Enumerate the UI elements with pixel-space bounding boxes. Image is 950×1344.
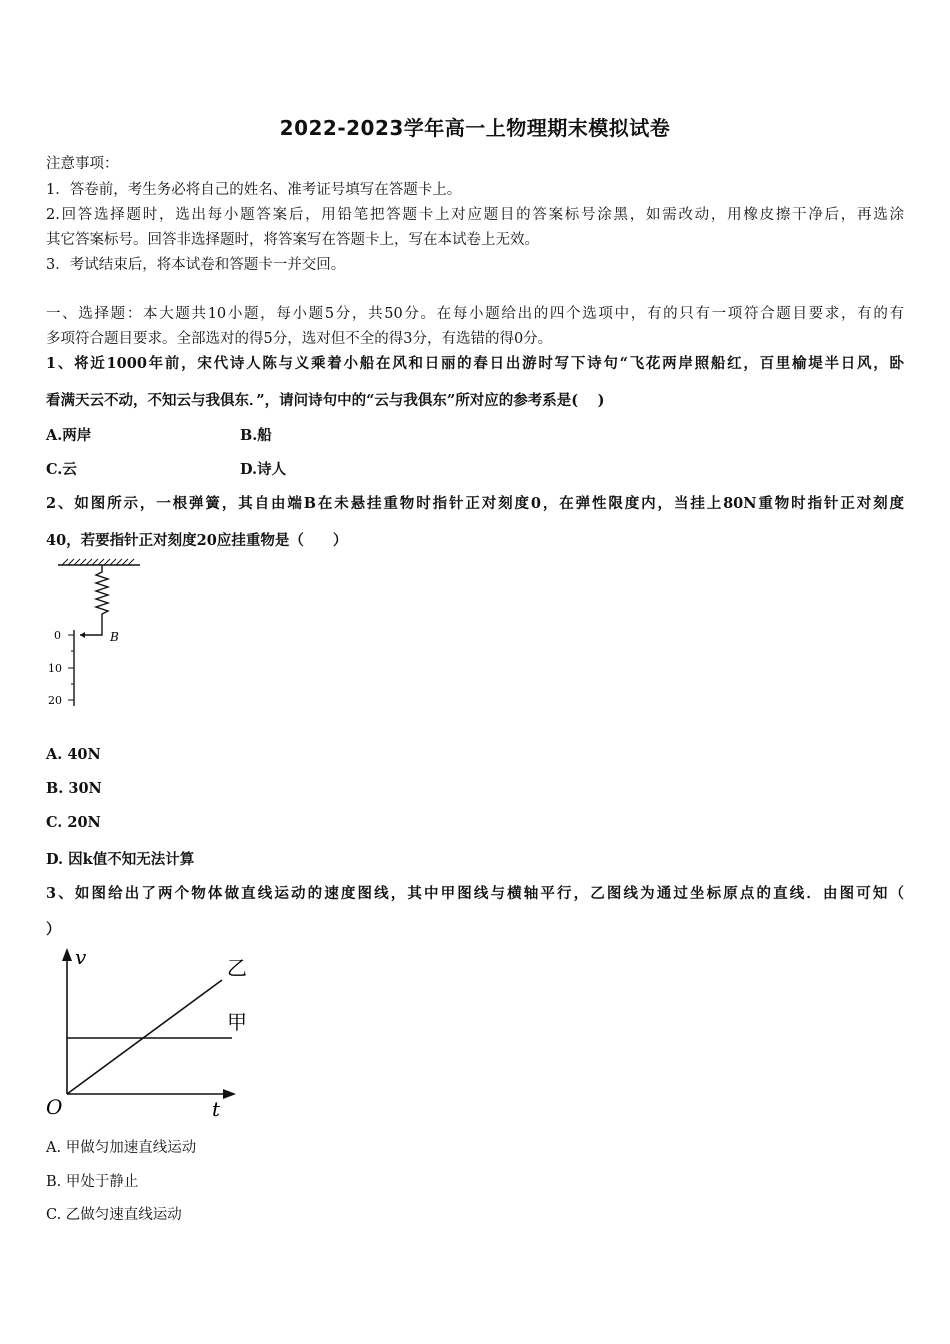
notice-heading: 注意事项： (46, 156, 119, 172)
q3-stem-line-1: 3、如图给出了两个物体做直线运动的速度图线，其中甲图线与横轴平行，乙图线为通过坐标原点的直线．由图可知（ (46, 885, 904, 902)
q2-option-d[interactable]: D. 因k值不知无法计算 (46, 851, 195, 868)
notice-item-1: 1．答卷前，考生务必将自己的姓名、准考证号填写在答题卡上。 (46, 182, 462, 198)
q1-option-a[interactable]: A.两岸 (46, 427, 92, 444)
q1-options-row-2 (46, 458, 287, 479)
origin-label: O (46, 1095, 63, 1119)
q1-stem-line-2: 看满天云不动，不知云与我俱东．”，请问诗句中的“云与我俱东”所对应的参考系是( ) (46, 392, 605, 409)
q1-option-b[interactable]: B.船 (240, 427, 272, 444)
q1-stem-line-1: 1、将近1000年前，宋代诗人陈与义乘着小船在风和日丽的春日出游时写下诗句“飞花两岸照船红，百里榆堤半日风，卧 (46, 355, 904, 372)
spring-figure (44, 556, 154, 716)
label-yi: 乙 (227, 956, 247, 980)
page-title: 2022-2023学年高一上物理期末模拟试卷 (279, 116, 671, 140)
line-yi (67, 980, 222, 1094)
q1-options-row-1 (46, 424, 272, 445)
pointer-label-b: B (110, 630, 119, 644)
section-instructions-line-1: 一、选择题：本大题共10小题，每小题5分，共50分。在每小题给出的四个选项中，有的只有一项符合题目要求，有的有 (46, 306, 904, 322)
label-jia: 甲 (227, 1010, 247, 1034)
notice-item-2-cont: 其它答案标号。回答非选择题时，将答案写在答题卡上，写在本试卷上无效。 (46, 232, 539, 248)
scale-ruler (68, 630, 74, 706)
q3-option-b[interactable]: B. 甲处于静止 (46, 1174, 139, 1190)
notice-item-2: 2.回答选择题时，选出每小题答案后，用铅笔把答题卡上对应题目的答案标号涂黑，如需改动，用橡皮擦干净后，再选涂 (46, 207, 904, 223)
ceiling (58, 559, 140, 565)
q1-option-d[interactable]: D.诗人 (240, 461, 287, 478)
q2-option-a[interactable]: A. 40N (46, 746, 101, 763)
q3-option-a[interactable]: A. 甲做匀加速直线运动 (46, 1140, 197, 1156)
q3-option-c[interactable]: C. 乙做匀速直线运动 (46, 1207, 182, 1223)
tick-0: 0 (54, 629, 61, 642)
spring-coil (96, 565, 108, 622)
notice-item-3: 3．考试结束后，将本试卷和答题卡一并交回。 (46, 257, 346, 273)
q2-stem-line-1: 2、如图所示，一根弹簧，其自由端B在未悬挂重物时指针正对刻度0，在弹性限度内，当挂上80N重物时指针正对刻度 (46, 495, 904, 512)
axis-label-t: t (212, 1097, 221, 1121)
velocity-time-graph (42, 944, 262, 1124)
q2-option-b[interactable]: B. 30N (46, 780, 102, 797)
q2-stem-line-2: 40，若要指针正对刻度20应挂重物是（ ） (46, 532, 348, 549)
tick-20: 20 (48, 694, 62, 707)
q3-stem-line-2: ） (46, 921, 61, 938)
axis-label-v: v (75, 945, 87, 969)
q1-option-c[interactable]: C.云 (46, 461, 77, 478)
q2-option-c[interactable]: C. 20N (46, 814, 101, 831)
tick-10: 10 (48, 662, 62, 675)
section-instructions-line-2: 多项符合题目要求。全部选对的得5分，选对但不全的得3分，有选错的得0分。 (46, 331, 553, 347)
